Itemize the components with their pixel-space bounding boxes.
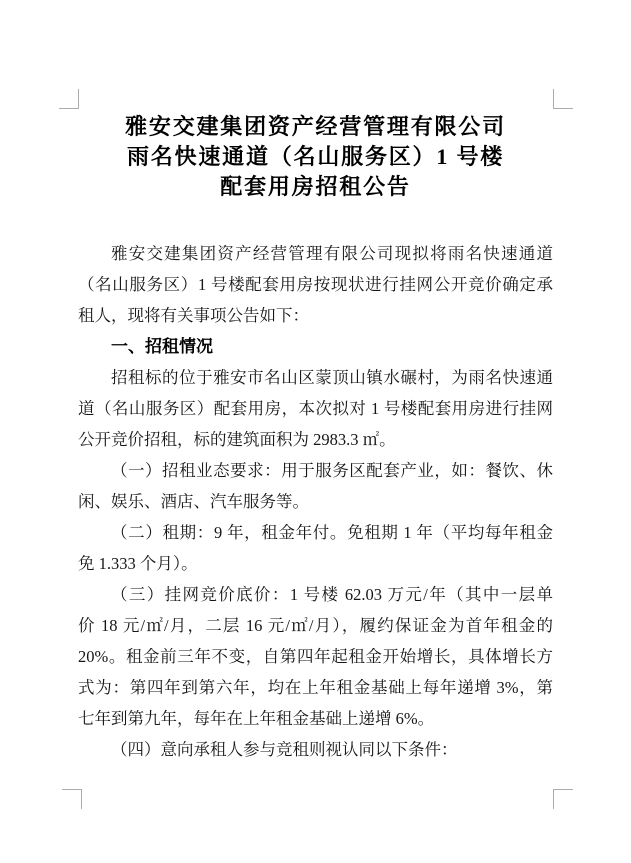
body-line: （三）挂网竞价底价：1 号楼 62.03 万元/年（其中一层单	[111, 585, 553, 604]
body-line: （二）租期：9 年，租金年付。免租期 1 年（平均每年租金	[111, 523, 553, 542]
title-line: 雅安交建集团资产经营管理有限公司	[125, 114, 506, 139]
text-boundary-mark-top-left	[59, 89, 79, 109]
body-line: （四）意向承租人参与竞租则视认同以下条件：	[111, 740, 458, 759]
body-line: 七年到第九年，每年在上年租金基础上递增 6%。	[78, 709, 435, 728]
body-line: 闲、娱乐、酒店、汽车服务等。	[78, 492, 309, 511]
body-line: 一、招租情况	[111, 337, 213, 356]
body-line: 免 1.333 个月）。	[78, 554, 198, 573]
text-boundary-mark-bottom-left	[62, 789, 82, 809]
title-line: 配套用房招租公告	[220, 174, 411, 199]
body-line: 雅安交建集团资产经营管理有限公司现拟将雨名快速通道	[111, 244, 553, 263]
text-boundary-mark-bottom-right	[553, 789, 573, 809]
body-line: （名山服务区）1 号楼配套用房按现状进行挂网公开竞价确定承	[78, 275, 553, 294]
body-line: 式为：第四年到第六年，均在上年租金基础上每年递增 3%，第	[78, 678, 553, 697]
body-line: 公开竞价招租，标的建筑面积为 2983.3 ㎡。	[78, 430, 396, 449]
document-body	[78, 238, 553, 765]
document-title	[78, 112, 553, 202]
body-line: 价 18 元/㎡/月，二层 16 元/㎡/月），履约保证金为首年租金的	[78, 616, 553, 635]
title-line: 雨名快速通道（名山服务区）1 号楼	[126, 144, 505, 169]
body-line: 20%。租金前三年不变，自第四年起租金开始增长，具体增长方	[78, 647, 553, 666]
body-line: 租人，现将有关事项公告如下：	[78, 306, 309, 325]
body-line: （一）招租业态要求：用于服务区配套产业，如：餐饮、休	[111, 461, 553, 480]
body-line: 招租标的位于雅安市名山区蒙顶山镇水碾村，为雨名快速通	[111, 368, 553, 387]
body-line: 道（名山服务区）配套用房，本次拟对 1 号楼配套用房进行挂网	[78, 399, 553, 418]
text-boundary-mark-top-right	[553, 89, 573, 109]
